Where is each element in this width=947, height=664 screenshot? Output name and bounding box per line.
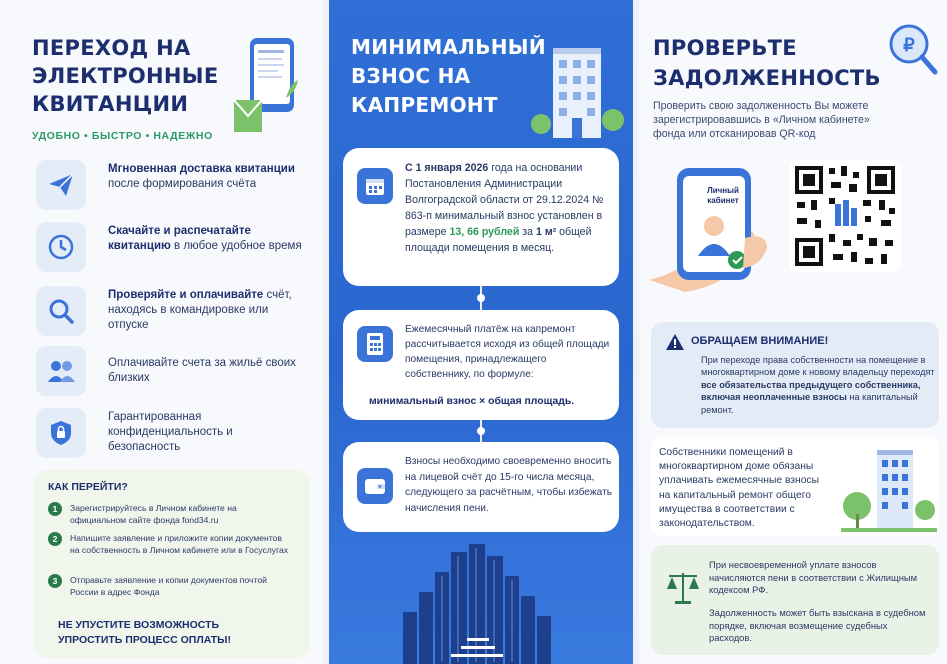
svg-text:₽: ₽: [903, 35, 915, 55]
owners-obligation-box: Собственники помещений в многоквартирном доме обязаны уплачивать ежемесячные взносы на капитальный ремонт общего имущества в соответствии с законодательством.: [651, 436, 939, 536]
calendar-icon: [357, 168, 393, 204]
left-panel: [0, 0, 322, 664]
right-panel: [639, 0, 947, 664]
call-to-action: НЕ УПУСТИТЕ ВОЗМОЖНОСТЬ УПРОСТИТЬ ПРОЦЕСС ОПЛАТЫ!: [58, 619, 231, 646]
warning-icon: [665, 333, 685, 351]
people-icon: [36, 346, 86, 396]
card-payment-deadline: Взносы необходимо своевременно вносить на лицевой счёт до 15-го числа месяца, следующего за расчётным, чтобы избежать начисления пени.: [343, 442, 619, 532]
check-debt-text: Проверить свою задолженность Вы можете зарегистрировавшись в «Личном кабинете» фонда или отсканировав QR-код: [653, 100, 870, 140]
calculator-icon: [357, 326, 393, 362]
feature-check-pay: Проверяйте и оплачивайте счёт, находясь в командировке или отпуске: [36, 286, 306, 338]
middle-title: МИНИМАЛЬНЫЙ ВЗНОС НА КАПРЕМОНТ: [351, 35, 546, 117]
phone-hand-illustration: [649, 160, 777, 292]
slogan: УДОБНО • БЫСТРО • НАДЕЖНО: [32, 130, 213, 142]
paper-plane-icon: [36, 160, 86, 210]
penalty-text: При несвоевременной уплате взносов начисляются пени в соответствии с Жилищным кодексом РФ.: [709, 559, 918, 596]
penalties-box: [651, 545, 939, 655]
magnifier-icon: [36, 286, 86, 336]
step-2: 2 Напишите заявление и приложите копии документов на собственность в Личном кабинете или в Госуслугах: [48, 532, 298, 572]
right-title: ПРОВЕРЬТЕ ЗАДОЛЖЕННОСТЬ: [653, 36, 881, 90]
phone-envelope-illustration: [232, 36, 300, 134]
attention-box: ОБРАЩАЕМ ВНИМАНИЕ! При переходе права собственности на помещение в многоквартирном доме к новому владельцу переходят все обязательства предыдущего собственника, включая неоплаченные взносы на капитальный ремонт.: [651, 322, 939, 428]
court-text: Задолженность может быть взыскана в судебном порядке, включая возмещение судебных расходов.: [709, 607, 926, 644]
step-3: 3 Отправьте заявление и копии документов почтой России в адрес Фонда: [48, 574, 298, 614]
ruble-magnifier-icon: [885, 20, 941, 80]
personal-account-label: Личный кабинет: [707, 186, 739, 205]
feature-download-print: Скачайте и распечатайте квитанцию в любое удобное время: [36, 222, 306, 274]
feature-pay-relatives: Оплачивайте счета за жильё своих близких: [36, 346, 306, 398]
how-to-switch-box: [34, 470, 309, 658]
qr-code[interactable]: [789, 160, 901, 272]
how-to-title: КАК ПЕРЕЙТИ?: [48, 481, 128, 493]
clock-icon: [36, 222, 86, 272]
formula: минимальный взнос × общая площадь.: [369, 396, 575, 407]
shield-lock-icon: [36, 408, 86, 458]
scales-icon: [663, 567, 703, 607]
middle-panel: [329, 0, 633, 664]
city-skyline-illustration: [401, 542, 561, 664]
wallet-icon: [357, 468, 393, 504]
card-formula: Ежемесячный платёж на капремонт рассчитывается исходя из общей площади помещения, принадлежащего собственнику, по формуле: минимальный взнос × общая площадь.: [343, 310, 619, 420]
building-illustration: [529, 40, 625, 140]
house-trees-illustration: [841, 444, 937, 532]
feature-instant-delivery: Мгновенная доставка квитанции после формирования счёта: [36, 160, 306, 212]
card-minimum-fee: С 1 января 2026 года на основании Постановления Администрации Волгоградской области от 29.12.2024 № 863-п минимальный взнос установлен в размере 13, 66 рублей за 1 м² общей площади помещения в месяц.: [343, 148, 619, 286]
feature-security: Гарантированная конфиденциальность и безопасность: [36, 408, 306, 460]
attention-title: ОБРАЩАЕМ ВНИМАНИЕ!: [691, 335, 829, 347]
step-1: 1 Зарегистрируйтесь в Личном кабинете на официальном сайте фонда fond34.ru: [48, 502, 298, 542]
left-title: ПЕРЕХОД НА ЭЛЕКТРОННЫЕ КВИТАНЦИИ: [32, 36, 219, 116]
